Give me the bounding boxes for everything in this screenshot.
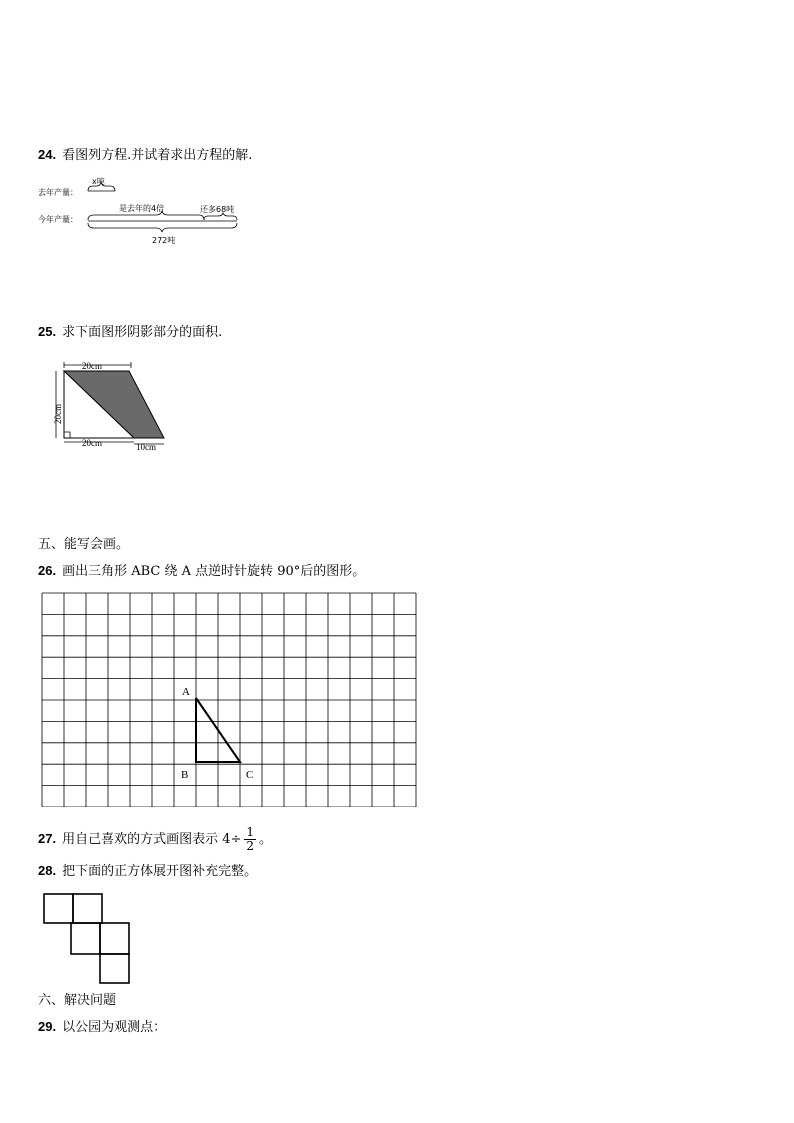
question-number: 29.: [38, 1019, 57, 1034]
question-text: 求下面图形阴影部分的面积.: [62, 325, 223, 340]
last-year-label: 去年产量：: [38, 188, 78, 197]
question-text: 用自己喜欢的方式画图表示 4÷: [62, 832, 242, 847]
question-number: 26.: [38, 563, 57, 578]
question-27: [38, 826, 272, 853]
grid-lines: [42, 593, 416, 807]
fraction: [244, 826, 256, 853]
net-square: [44, 894, 73, 923]
cube-net-figure: [42, 892, 137, 987]
section-6-title: 六、解决问题: [38, 993, 117, 1008]
question-text: 把下面的正方体展开图补充完整。: [62, 864, 258, 879]
question-26: [38, 563, 365, 580]
net-square: [100, 954, 129, 983]
question-number: 27.: [38, 831, 57, 846]
x-label: x吨: [92, 177, 105, 186]
rotation-grid[interactable]: [40, 591, 420, 807]
question-28: [38, 863, 257, 880]
question-29: [38, 1019, 166, 1036]
more-brace: [204, 213, 237, 220]
question-text: 看图列方程.并试着求出方程的解.: [62, 148, 253, 163]
top-label: 20cm: [82, 361, 102, 371]
label-c: C: [246, 769, 254, 781]
net-square: [71, 923, 100, 954]
extra-label: 10cm: [136, 442, 156, 452]
fraction-numerator: 1: [246, 825, 255, 839]
total-brace: [88, 223, 237, 232]
question-text-end: 。: [259, 832, 273, 847]
total-label: 272吨: [152, 236, 176, 245]
label-a: A: [182, 686, 190, 698]
question-number: 28.: [38, 863, 57, 878]
fraction-denominator: 2: [246, 839, 255, 853]
this-year-label: 今年产量：: [38, 215, 78, 224]
shaded-area-figure: [48, 358, 188, 458]
question-number: 25.: [38, 324, 57, 339]
question-24: [38, 147, 252, 164]
bottom-label: 20cm: [82, 438, 102, 448]
times-label: 是去年的4倍: [119, 204, 165, 213]
label-b: B: [181, 769, 189, 781]
question-25: [38, 324, 222, 341]
net-square: [73, 894, 102, 923]
net-square: [100, 923, 129, 954]
equation-diagram: [36, 175, 256, 245]
left-label: 20cm: [53, 404, 63, 424]
more-label: 还多68吨: [200, 205, 235, 214]
question-text: 画出三角形 ABC 绕 A 点逆时针旋转 90°后的图形。: [62, 564, 366, 579]
question-text: 以公园为观测点：: [62, 1020, 167, 1035]
section-5-title: 五、能写会画。: [38, 537, 130, 552]
question-number: 24.: [38, 147, 57, 162]
